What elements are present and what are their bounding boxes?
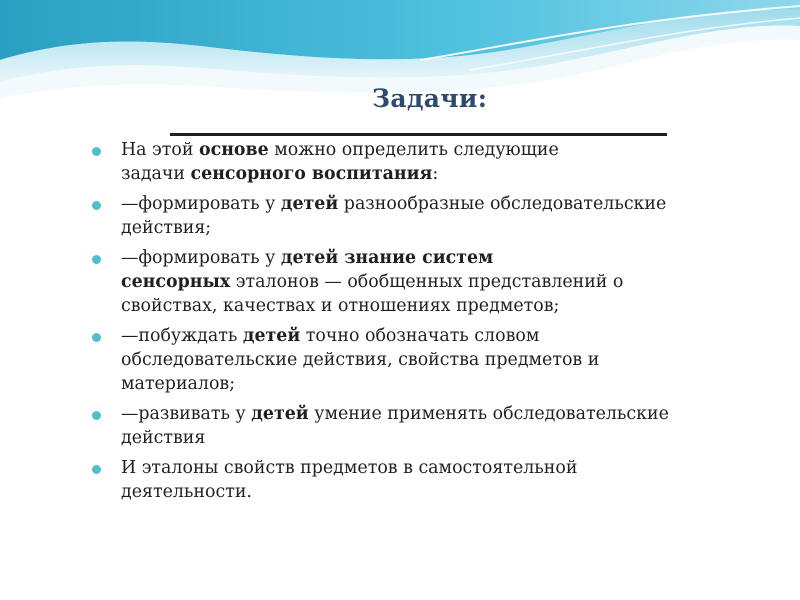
text: обследовательские действия, свойства предметов и [121, 350, 600, 370]
text: действия [121, 428, 206, 448]
text: материалов; [121, 374, 236, 394]
text: точно обозначать словом [300, 326, 540, 346]
text: На этой [121, 140, 200, 160]
text: можно определить следующие [268, 140, 559, 160]
text: —развивать у [121, 404, 252, 424]
text: свойствах, качествах и отношениях предметов; [121, 296, 560, 316]
list-item [92, 456, 732, 504]
slide-title: Задачи: [372, 84, 488, 113]
text: —формировать у [121, 194, 281, 214]
text: задачи [121, 164, 191, 184]
list-item [92, 402, 732, 450]
text: —побуждать [121, 326, 243, 346]
text-bold: детей [242, 326, 301, 346]
text: деятельности. [121, 482, 252, 502]
title-underline [170, 133, 667, 136]
text: эталонов — обобщенных представлений о [230, 272, 624, 292]
list-item [92, 192, 732, 240]
text: : [432, 164, 439, 184]
text-bold: основе [199, 140, 269, 160]
text-bold: детей [251, 404, 309, 424]
list-item [92, 246, 732, 318]
text: И эталоны свойств предметов в самостоятельной [121, 458, 578, 478]
text-bold: детей [280, 194, 339, 214]
text: умение применять обследовательские [308, 404, 669, 424]
text: действия; [121, 218, 212, 238]
text: разнообразные обследовательские [338, 194, 667, 214]
list-item [92, 138, 732, 186]
task-list [92, 138, 732, 510]
list-item [92, 324, 732, 396]
text: —формировать у [121, 248, 281, 268]
text-bold: сенсорных [121, 272, 231, 292]
text-bold: детей знание систем [280, 248, 494, 268]
text-bold: сенсорного воспитания [190, 164, 433, 184]
